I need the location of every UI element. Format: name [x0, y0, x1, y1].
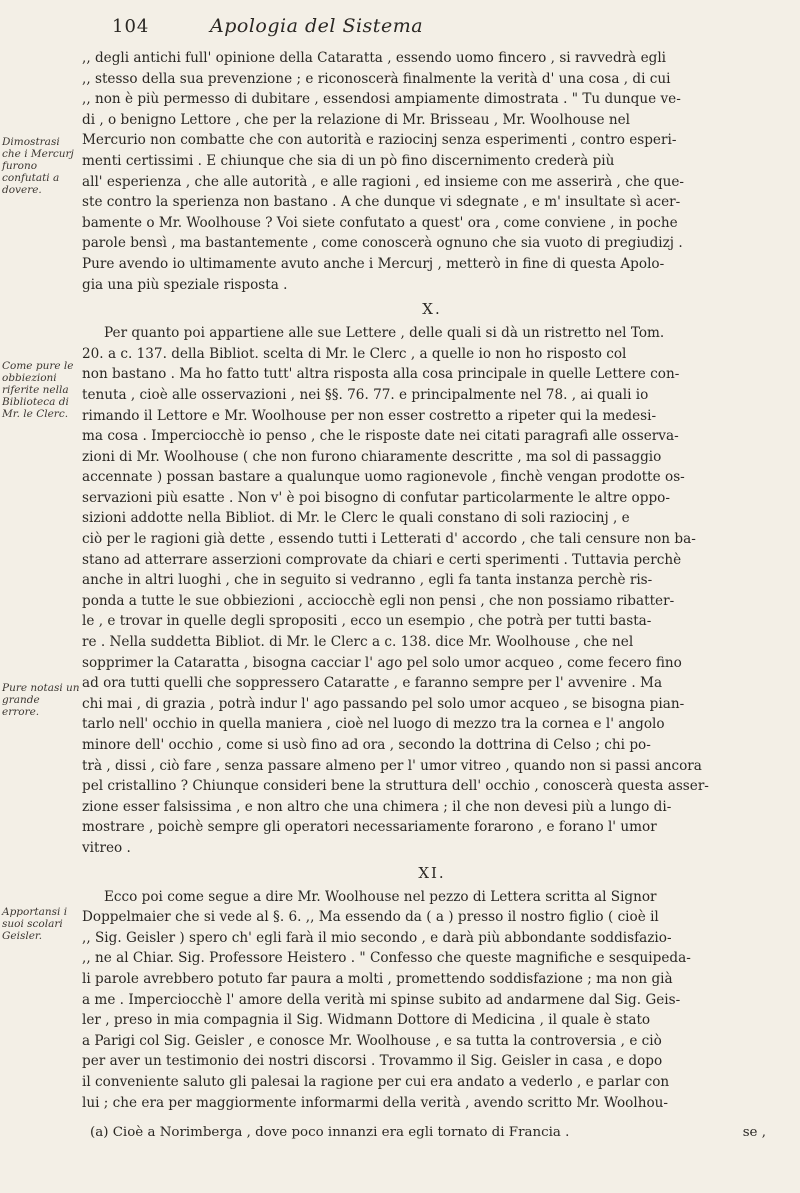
text-line: all' esperienza , che alle autorità , e alle ragioni , ed insieme con me asserirà , che que- — [82, 173, 684, 190]
text-line: 20. a c. 137. della Bibliot. scelta di Mr. le Clerc , a quelle io non ho risposto col — [82, 345, 627, 362]
text-line: le , e trovar in quelle degli spropositi , ecco un esempio , che potrà per tutti basta- — [82, 613, 652, 630]
text-line: bamente o Mr. Woolhouse ? Voi siete confutato a quest' ora , come conviene , in poche — [82, 214, 678, 231]
text-line: trà , dissi , ciò fare , senza passare almeno per l' umor vitreo , quando non si passi ancora — [82, 757, 702, 774]
section-heading: XI. — [418, 863, 446, 882]
text-line: sizioni addotte nella Bibliot. di Mr. le Clerc le quali constano di soli raziocinj , e — [82, 510, 630, 527]
text-line: li parole avrebbero potuto far paura a molti , promettendo soddisfazione ; ma non già — [82, 970, 673, 987]
text-line: ler , preso in mia compagnia il Sig. Widmann Dottore di Medicina , il quale è stato — [82, 1012, 651, 1029]
text-line: accennate ) possan bastare a qualunque uomo ragionevole , finchè vengan prodotte os- — [82, 469, 685, 486]
footnote-text: (a) Cioè a Norimberga , dove poco innanzi era egli tornato di Francia . — [90, 1125, 570, 1141]
margin-note: Pure notasi un grande errore. — [2, 682, 80, 718]
margin-note: Come pure le obbiezioni riferite nella Biblioteca di Mr. le Clerc. — [2, 360, 74, 420]
text-line: a Parigi col Sig. Geisler , e conosce Mr. Woolhouse , e sa tutta la controversia , e ciò — [82, 1032, 662, 1049]
footnote — [82, 1123, 782, 1144]
text-line: ma cosa . Imperciocchè io penso , che le risposte date nei citati paragrafi alle osserva- — [82, 428, 679, 445]
page-header — [0, 12, 800, 42]
text-line: il conveniente saluto gli palesai la ragione per cui era andato a vederlo , e parlar con — [82, 1073, 670, 1090]
text-line: ,, degli antichi full' opinione della Cataratta , essendo uomo fincero , si ravvedrà egli — [82, 50, 667, 66]
text-line: anche in altri luoghi , che in seguito si vedranno , egli fa tanta instanza perchè ris- — [82, 572, 653, 589]
text-line: mostrare , poichè sempre gli operatori necessariamente forarono , e forano l' umor — [82, 819, 657, 836]
text-line: ,, stesso della sua prevenzione ; e riconoscerà finalmente la verità d' una cosa , di cui — [82, 70, 671, 87]
running-title: Apologia del Sistema — [210, 15, 424, 37]
text-line: vitreo . — [82, 839, 131, 856]
text-line: rimando il Lettore e Mr. Woolhouse per non esser costretto a ripeter qui la medesi- — [82, 407, 657, 424]
page-number: 104 — [112, 16, 150, 37]
paragraph — [82, 323, 782, 858]
text-line: Pure avendo io ultimamente avuto anche i Mercurj , metterò in fine di questa Apolo- — [82, 255, 665, 272]
text-line: servazioni più esatte . Non v' è poi bisogno di confutar particolarmente le altre oppo- — [82, 489, 670, 506]
section-heading: X. — [422, 300, 442, 319]
text-line: lui ; che era per maggiormente informarmi della verità , avendo scritto Mr. Woolhou- — [82, 1094, 668, 1111]
text-line: Doppelmaier che si vede al §. 6. ,, Ma essendo da ( a ) presso il nostro figlio ( cioè il — [82, 909, 659, 926]
text-line: ste contro la sperienza non bastano . A che dunque vi sdegnate , e m' insultate sì acer- — [82, 194, 681, 211]
text-line: minore dell' occhio , come si usò fino ad ora , secondo la dottrina di Celso ; chi po- — [82, 737, 651, 753]
paragraph — [82, 887, 782, 1114]
text-line: re . Nella suddetta Bibliot. di Mr. le Clerc a c. 138. dice Mr. Woolhouse , che nel — [82, 634, 634, 651]
text-line: sopprimer la Cataratta , bisogna cacciar l' ago pel solo umor acqueo , come fecero fino — [82, 654, 682, 671]
text-line: a me . Imperciocchè l' amore della verità mi spinse subito ad andarmene dal Sig. Geis- — [82, 991, 681, 1008]
text-line: menti certissimi . E chiunque che sia di un pò fino discernimento crederà più — [82, 152, 615, 169]
text-line: ad ora tutti quelli che soppressero Cataratte , e faranno sempre per l' avvenire . Ma — [82, 675, 663, 692]
text-line: pel cristallino ? Chiunque consideri bene la struttura dell' occhio , conoscerà questa asser- — [82, 778, 709, 795]
text-line: zioni di Mr. Woolhouse ( che non furono chiaramente descritte , ma sol di passaggio — [82, 448, 662, 465]
main-text — [82, 48, 782, 1144]
text-line: ponda a tutte le sue obbiezioni , acciocchè egli non pensi , che non possiamo ribatter- — [82, 592, 675, 609]
text-line: gia una più speziale risposta . — [82, 276, 288, 293]
text-line: non bastano . Ma ho fatto tutt' altra risposta alla cosa principale in quelle Lettere con- — [82, 366, 680, 383]
margin-note: Apportansi i suoi scolari Geisler. — [2, 906, 68, 942]
text-line: tarlo nell' occhio in quella maniera , cioè nel luogo di mezzo tra la cornea e l' angolo — [82, 716, 665, 733]
text-line: di , o benigno Lettore , che per la relazione di Mr. Brisseau , Mr. Woolhouse nel — [82, 111, 631, 128]
text-line: chi mai , di grazia , potrà indur l' ago passando pel solo umor acqueo , se bisogna pian- — [82, 695, 685, 712]
margin-note: Dimostrasi che i Mercurj furono confutati a dovere. — [2, 136, 74, 196]
catchword: se , — [742, 1125, 766, 1141]
text-line: per aver un testimonio dei nostri discorsi . Trovammo il Sig. Geisler in casa , e dopo — [82, 1053, 663, 1070]
text-line: ciò per le ragioni già dette , essendo tutti i Letterati d' accordo , che tali censure non ba- — [82, 531, 696, 548]
text-line: ,, ne al Chiar. Sig. Professore Heistero . " Confesso che queste magnifiche e sesquipeda- — [82, 950, 691, 967]
text-line: parole bensì , ma bastantemente , come conoscerà ognuno che sia vuoto di pregiudizj . — [82, 235, 683, 252]
text-line: zione esser falsissima , e non altro che una chimera ; il che non devesi più a lungo di- — [82, 798, 672, 815]
text-line: tenuta , cioè alle osservazioni , nei §§. 76. 77. e principalmente nel 78. , ai quali io — [82, 386, 649, 403]
text-line: Ecco poi come segue a dire Mr. Woolhouse nel pezzo di Lettera scritta al Signor — [104, 888, 657, 905]
text-line: Mercurio non combatte che con autorità e raziocinj senza esperimenti , contro esperi- — [82, 132, 677, 149]
text-line: Per quanto poi appartiene alle sue Lettere , delle quali si dà un ristretto nel Tom. — [104, 325, 665, 342]
text-line: ,, non è più permesso di dubitare , essendosi ampiamente dimostrata . " Tu dunque ve- — [82, 91, 681, 108]
text-line: ,, Sig. Geisler ) spero ch' egli farà il mio secondo , e darà più abbondante soddisfazio- — [82, 929, 672, 946]
paragraph — [82, 48, 782, 295]
text-line: stano ad atterrare asserzioni comprovate da chiari e certi sperimenti . Tuttavia perchè — [82, 551, 682, 568]
